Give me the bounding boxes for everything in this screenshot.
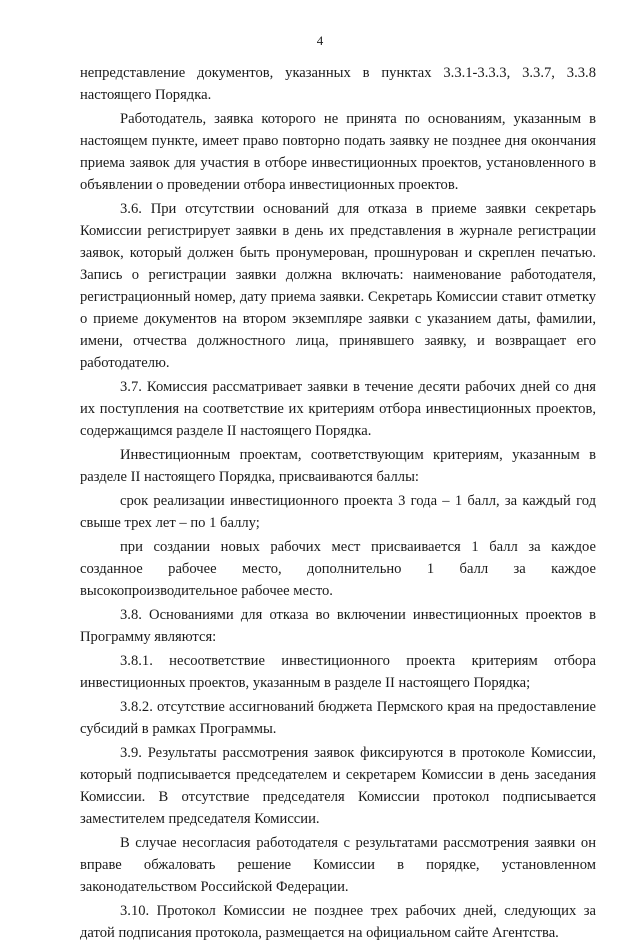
paragraph-3-8-1: 3.8.1. несоответствие инвестиционного проекта критериям отбора инвестиционных проектов, указанным в разделе II настоящего Порядка;	[80, 653, 596, 691]
paragraph-3-6: 3.6. При отсутствии оснований для отказа в приеме заявки секретарь Комиссии регистрирует заявки в день их представления в журнале регистрации заявок, который должен быть пронумерован, прошнурован и скреплен печатью. Запись о регистрации заявки должна включать: наименование работодателя, регистрационный номер, дату приема заявки. Секретарь Комиссии ставит отметку о приеме документов на втором экземпляре заявки с указанием даты, фамилии, имени, отчества должностного лица, принявшего заявку, и возвращает его работодателю.	[80, 201, 596, 371]
paragraph-resubmission: Работодатель, заявка которого не принята по основаниям, указанным в настоящем пункте, имеет право повторно подать заявку не позднее дня окончания приема заявок для участия в отборе инвестиционных проектов, установленного в объявлении о проведении отбора инвестиционных проектов.	[80, 111, 596, 193]
paragraph-points-jobs: при создании новых рабочих мест присваивается 1 балл за каждое созданное рабочее место, дополнительно 1 балл за каждое высокопроизводительное рабочее место.	[80, 539, 596, 599]
document-body	[80, 62, 596, 946]
paragraph-list-continuation: непредставление документов, указанных в пунктах 3.3.1-3.3.3, 3.3.7, 3.3.8 настоящего Порядка.	[80, 65, 596, 103]
paragraph-appeal: В случае несогласия работодателя с результатами рассмотрения заявки он вправе обжаловать решение Комиссии в порядке, установленном законодательством Российской Федерации.	[80, 835, 596, 895]
paragraph-3-8: 3.8. Основаниями для отказа во включении инвестиционных проектов в Программу являются:	[80, 607, 596, 645]
paragraph-3-8-2: 3.8.2. отсутствие ассигнований бюджета Пермского края на предоставление субсидий в рамках Программы.	[80, 699, 596, 737]
paragraph-3-7: 3.7. Комиссия рассматривает заявки в течение десяти рабочих дней со дня их поступления на соответствие их критериям отбора инвестиционных проектов, содержащимся разделе II настоящего Порядка.	[80, 379, 596, 439]
paragraph-points-term: срок реализации инвестиционного проекта 3 года – 1 балл, за каждый год свыше трех лет – по 1 баллу;	[80, 493, 596, 531]
paragraph-3-10: 3.10. Протокол Комиссии не позднее трех рабочих дней, следующих за датой подписания протокола, размещается на официальном сайте Агентства.	[80, 903, 596, 941]
page-number: 4	[316, 33, 324, 48]
paragraph-points-intro: Инвестиционным проектам, соответствующим критериям, указанным в разделе II настоящего Порядка, присваиваются баллы:	[80, 447, 596, 485]
paragraph-3-9: 3.9. Результаты рассмотрения заявок фиксируются в протоколе Комиссии, который подписывается председателем и секретарем Комиссии в день заседания Комиссии. В отсутствие председателя Комиссии протокол подписывается заместителем председателя Комиссии.	[80, 745, 596, 827]
